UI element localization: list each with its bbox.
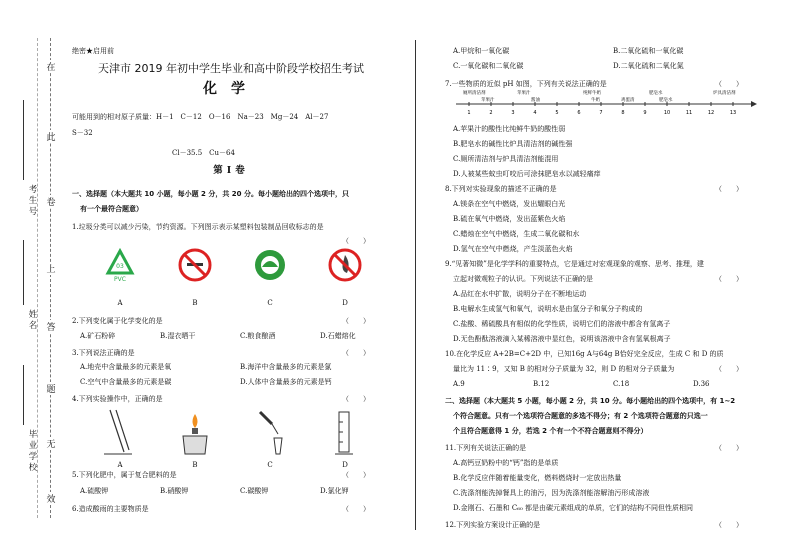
ph-above-label: 肥皂水 <box>649 91 663 96</box>
section-two-heading-cont2: 个且符合题意得 1 分，若选 2 个有一个不符合题意则不得分） <box>453 427 648 435</box>
option: B.海洋中含量最多的元素是氯 <box>240 363 332 371</box>
option: A.苹果汁的酸性比纯鲜牛奶的酸性弱 <box>453 125 566 133</box>
question-3: 3.下列说法正确的是 <box>72 349 135 357</box>
option: B.化学反应伴随着能量变化，燃料燃烧时一定放出热量 <box>453 474 622 482</box>
answer-paren[interactable]: （ ） <box>342 237 370 245</box>
school-label: 毕业学校 <box>28 430 38 473</box>
option: B.12 <box>533 380 550 388</box>
option: B.肥皂水的碱性比炉具清洁剂的碱性强 <box>453 140 573 148</box>
option: D.金刚石、石墨和 C₆₀ 都是由碳元素组成的单质，它们的结构不同但性质相同 <box>453 504 694 512</box>
option-label: D <box>342 461 348 469</box>
option: A.品红在水中扩散，说明分子在不断地运动 <box>453 290 587 298</box>
test-tube-icon <box>102 408 138 458</box>
ph-below-label: 苹果汁 <box>481 98 495 103</box>
binding-char: 效 <box>45 492 57 505</box>
ph-below-label: 牛奶 <box>591 98 600 103</box>
option: B.硝酸钾 <box>160 487 189 495</box>
option: D.人体中含量最多的元素是钙 <box>240 378 332 386</box>
binding-margin <box>0 0 62 560</box>
option-label: A <box>117 299 123 307</box>
pvc-label: PVC <box>114 276 126 283</box>
ph-tick-label: 2 <box>489 110 493 116</box>
question-10: 10.在化学反应 A+2B=C+2D 中，已知16g A与64g B恰好完全反应，生成 C 和 D 的质 <box>445 350 724 358</box>
option: A.矿石粉碎 <box>80 332 116 340</box>
ph-tick-label: 11 <box>685 110 693 116</box>
option: D.36 <box>693 380 710 388</box>
option-label: B <box>192 299 198 307</box>
option-label: B <box>192 461 198 469</box>
secret-mark: 绝密★启用前 <box>72 47 114 55</box>
ph-tick-label: 9 <box>643 110 647 116</box>
question-4: 4.下列实验操作中，正确的是 <box>72 395 163 403</box>
option-label: A <box>117 461 123 469</box>
question-5: 5.下列化肥中，属于复合肥料的是 <box>72 471 177 479</box>
option: C.碳酸钾 <box>240 487 269 495</box>
ph-tick-label: 1 <box>467 110 471 116</box>
option: C.盐酸、稀硫酸具有相似的化学性质，说明它们的溶液中都含有氢离子 <box>453 320 671 328</box>
option: A.地壳中含量最多的元素是氧 <box>80 363 172 371</box>
option: C.空气中含量最多的元素是碳 <box>80 378 172 386</box>
candidate-number-label: 考生号 <box>28 185 38 217</box>
recycle-pvc-icon <box>102 247 138 283</box>
option: C.粮食酿酒 <box>240 332 276 340</box>
option: C.洗涤剂能洗掉餐具上的油污，因为洗涤剂能溶解油污形成溶液 <box>453 489 650 497</box>
section-two-heading-cont: 个符合题意。只有一个选项符合题意的多选不得分；有 2 个选项符合题意的只选一 <box>453 412 708 420</box>
answer-paren[interactable]: （ ） <box>342 505 370 513</box>
option-label: C <box>267 299 273 307</box>
option-label: C <box>267 461 273 469</box>
answer-paren[interactable]: （ ） <box>715 365 743 373</box>
option: D.人被某些蚊虫叮咬后可涂抹肥皂水以减轻痛痒 <box>453 170 601 178</box>
binding-char: 在 <box>45 60 57 73</box>
binding-char: 无 <box>45 437 57 450</box>
option: A.9 <box>453 380 465 388</box>
option: B.硫在氧气中燃烧，发出蓝紫色火焰 <box>453 215 566 223</box>
atomic-masses-cont2: Cl－35.5 Cu－64 <box>172 149 235 157</box>
candidate-number-line[interactable] <box>23 100 25 180</box>
option: B.电解水生成氢气和氧气，说明水是由氢分子和氧分子构成的 <box>453 305 643 313</box>
option: D.氯化钾 <box>320 487 349 495</box>
no-smoking-icon <box>177 247 213 283</box>
alcohol-lamp-icon <box>177 408 213 458</box>
binding-char: 卷 <box>45 195 57 208</box>
ph-tick-label: 12 <box>707 110 715 116</box>
recycle-code: 03 <box>116 263 124 270</box>
ph-tick-label: 6 <box>577 110 581 116</box>
ph-scale-diagram <box>451 88 761 122</box>
ph-below-label: 肥皂水 <box>659 98 673 103</box>
answer-paren[interactable]: （ ） <box>342 349 370 357</box>
subject-title: 化学 <box>203 81 259 97</box>
option: A.硫酸钾 <box>80 487 109 495</box>
answer-paren[interactable]: （ ） <box>342 317 370 325</box>
part-one-heading: 第Ⅰ卷 <box>213 165 249 176</box>
answer-paren[interactable]: （ ） <box>715 275 743 283</box>
answer-paren[interactable]: （ ） <box>342 395 370 403</box>
section-one-heading-cont: 有一个最符合题意） <box>80 205 143 213</box>
option: D.无色酚酞溶液滴入某稀溶液中显红色，说明该溶液中含有氢氧根离子 <box>453 335 671 343</box>
measuring-cylinder-icon <box>327 408 363 458</box>
option: C.蜡烛在空气中燃烧，生成二氧化碳和水 <box>453 230 580 238</box>
ph-below-label: 酱油 <box>531 98 540 103</box>
option: A.甲烷和一氧化碳 <box>453 47 510 55</box>
question-9: 9.“见著知微”是化学学科的重要特点，它是通过对宏观现象的观察、思考、推理，建 <box>445 260 704 268</box>
binding-char: 题 <box>45 382 57 395</box>
option: B.二氧化硫和一氧化碳 <box>613 47 684 55</box>
ph-below-label: 鸡蛋清 <box>621 98 635 103</box>
question-11: 11.下列有关说法正确的是 <box>445 444 527 452</box>
ph-above-label: 厕所清洁剂 <box>463 91 486 96</box>
column-divider <box>415 40 416 530</box>
atomic-masses-cont: S－32 <box>72 129 93 137</box>
question-2: 2.下列变化属于化学变化的是 <box>72 317 163 325</box>
ph-tick-label: 8 <box>621 110 625 116</box>
option: D.二氧化硫和二氧化氮 <box>613 62 684 70</box>
green-food-icon <box>252 247 288 283</box>
binding-char: 此 <box>45 130 57 143</box>
school-line[interactable] <box>23 365 25 425</box>
no-fire-icon <box>327 247 363 283</box>
question-12: 12.下列实验方案设计正确的是 <box>445 521 541 529</box>
section-two-heading: 二、选择题（本大题共 5 小题，每小题 2 分，共 10 分。每小题给出的四个选项中，有 1~2 <box>445 397 736 405</box>
question-8: 8.下列对实验现象的描述不正确的是 <box>445 185 557 193</box>
ph-tick-label: 7 <box>599 110 603 116</box>
answer-paren[interactable]: （ ） <box>715 444 743 452</box>
ph-tick-label: 3 <box>511 110 515 116</box>
option-label: D <box>342 299 348 307</box>
ph-above-label: 纯鲜牛奶 <box>583 91 601 96</box>
name-label: 姓名 <box>28 310 38 331</box>
option: C.一氧化碳和二氧化碳 <box>453 62 524 70</box>
question-6: 6.造成酸雨的主要物质是 <box>72 505 149 513</box>
answer-paren[interactable]: （ ） <box>715 185 743 193</box>
option: C.厕所清洁剂与炉具清洁剂能混用 <box>453 155 559 163</box>
option: B.湿衣晒干 <box>160 332 196 340</box>
ph-above-label: 苹果汁 <box>517 91 531 96</box>
option: D.石蜡熔化 <box>320 332 356 340</box>
ph-tick-label: 5 <box>555 110 559 116</box>
binding-char: 答 <box>45 320 57 333</box>
option: D.氢气在空气中燃烧，产生淡蓝色火焰 <box>453 245 573 253</box>
ph-tick-label: 10 <box>663 110 671 116</box>
question-9-cont: 立起对微观粒子的认识。下列说法不正确的是 <box>453 275 593 283</box>
question-7: 7.一些物质的近似 pH 如图，下列有关说法正确的是 <box>445 80 607 88</box>
ph-above-label: 炉具清洁剂 <box>713 91 736 96</box>
binding-char: 上 <box>45 262 57 275</box>
answer-paren[interactable]: （ ） <box>715 521 743 529</box>
answer-paren[interactable]: （ ） <box>715 80 743 88</box>
section-one-heading: 一、选择题（本大题共 10 小题，每小题 2 分，共 20 分。每小题给出的四个选项中，只 <box>72 190 349 198</box>
option: C.18 <box>613 380 630 388</box>
option: A.镁条在空气中燃烧，发出耀眼白光 <box>453 200 566 208</box>
question-10-cont: 量比为 11∶9，又知 B 的相对分子质量为 32，则 D 的相对分子质量为 <box>453 365 675 373</box>
dropper-icon <box>252 408 288 458</box>
name-line[interactable] <box>23 240 25 305</box>
atomic-masses: 可能用到的相对原子质量：H－1 C－12 O－16 Na－23 Mg－24 Al－27 <box>72 113 329 121</box>
question-1: 1.垃圾分类可以减少污染，节约资源。下列图示表示某塑料包装制品回收标志的是 <box>72 223 324 231</box>
ph-tick-label: 13 <box>729 110 737 116</box>
exam-title: 天津市 2019 年初中学生毕业和高中阶段学校招生考试 <box>98 62 364 75</box>
ph-tick-label: 4 <box>533 110 537 116</box>
option: A.高钙豆奶粉中的“钙”指的是单质 <box>453 459 559 467</box>
answer-paren[interactable]: （ ） <box>342 471 370 479</box>
